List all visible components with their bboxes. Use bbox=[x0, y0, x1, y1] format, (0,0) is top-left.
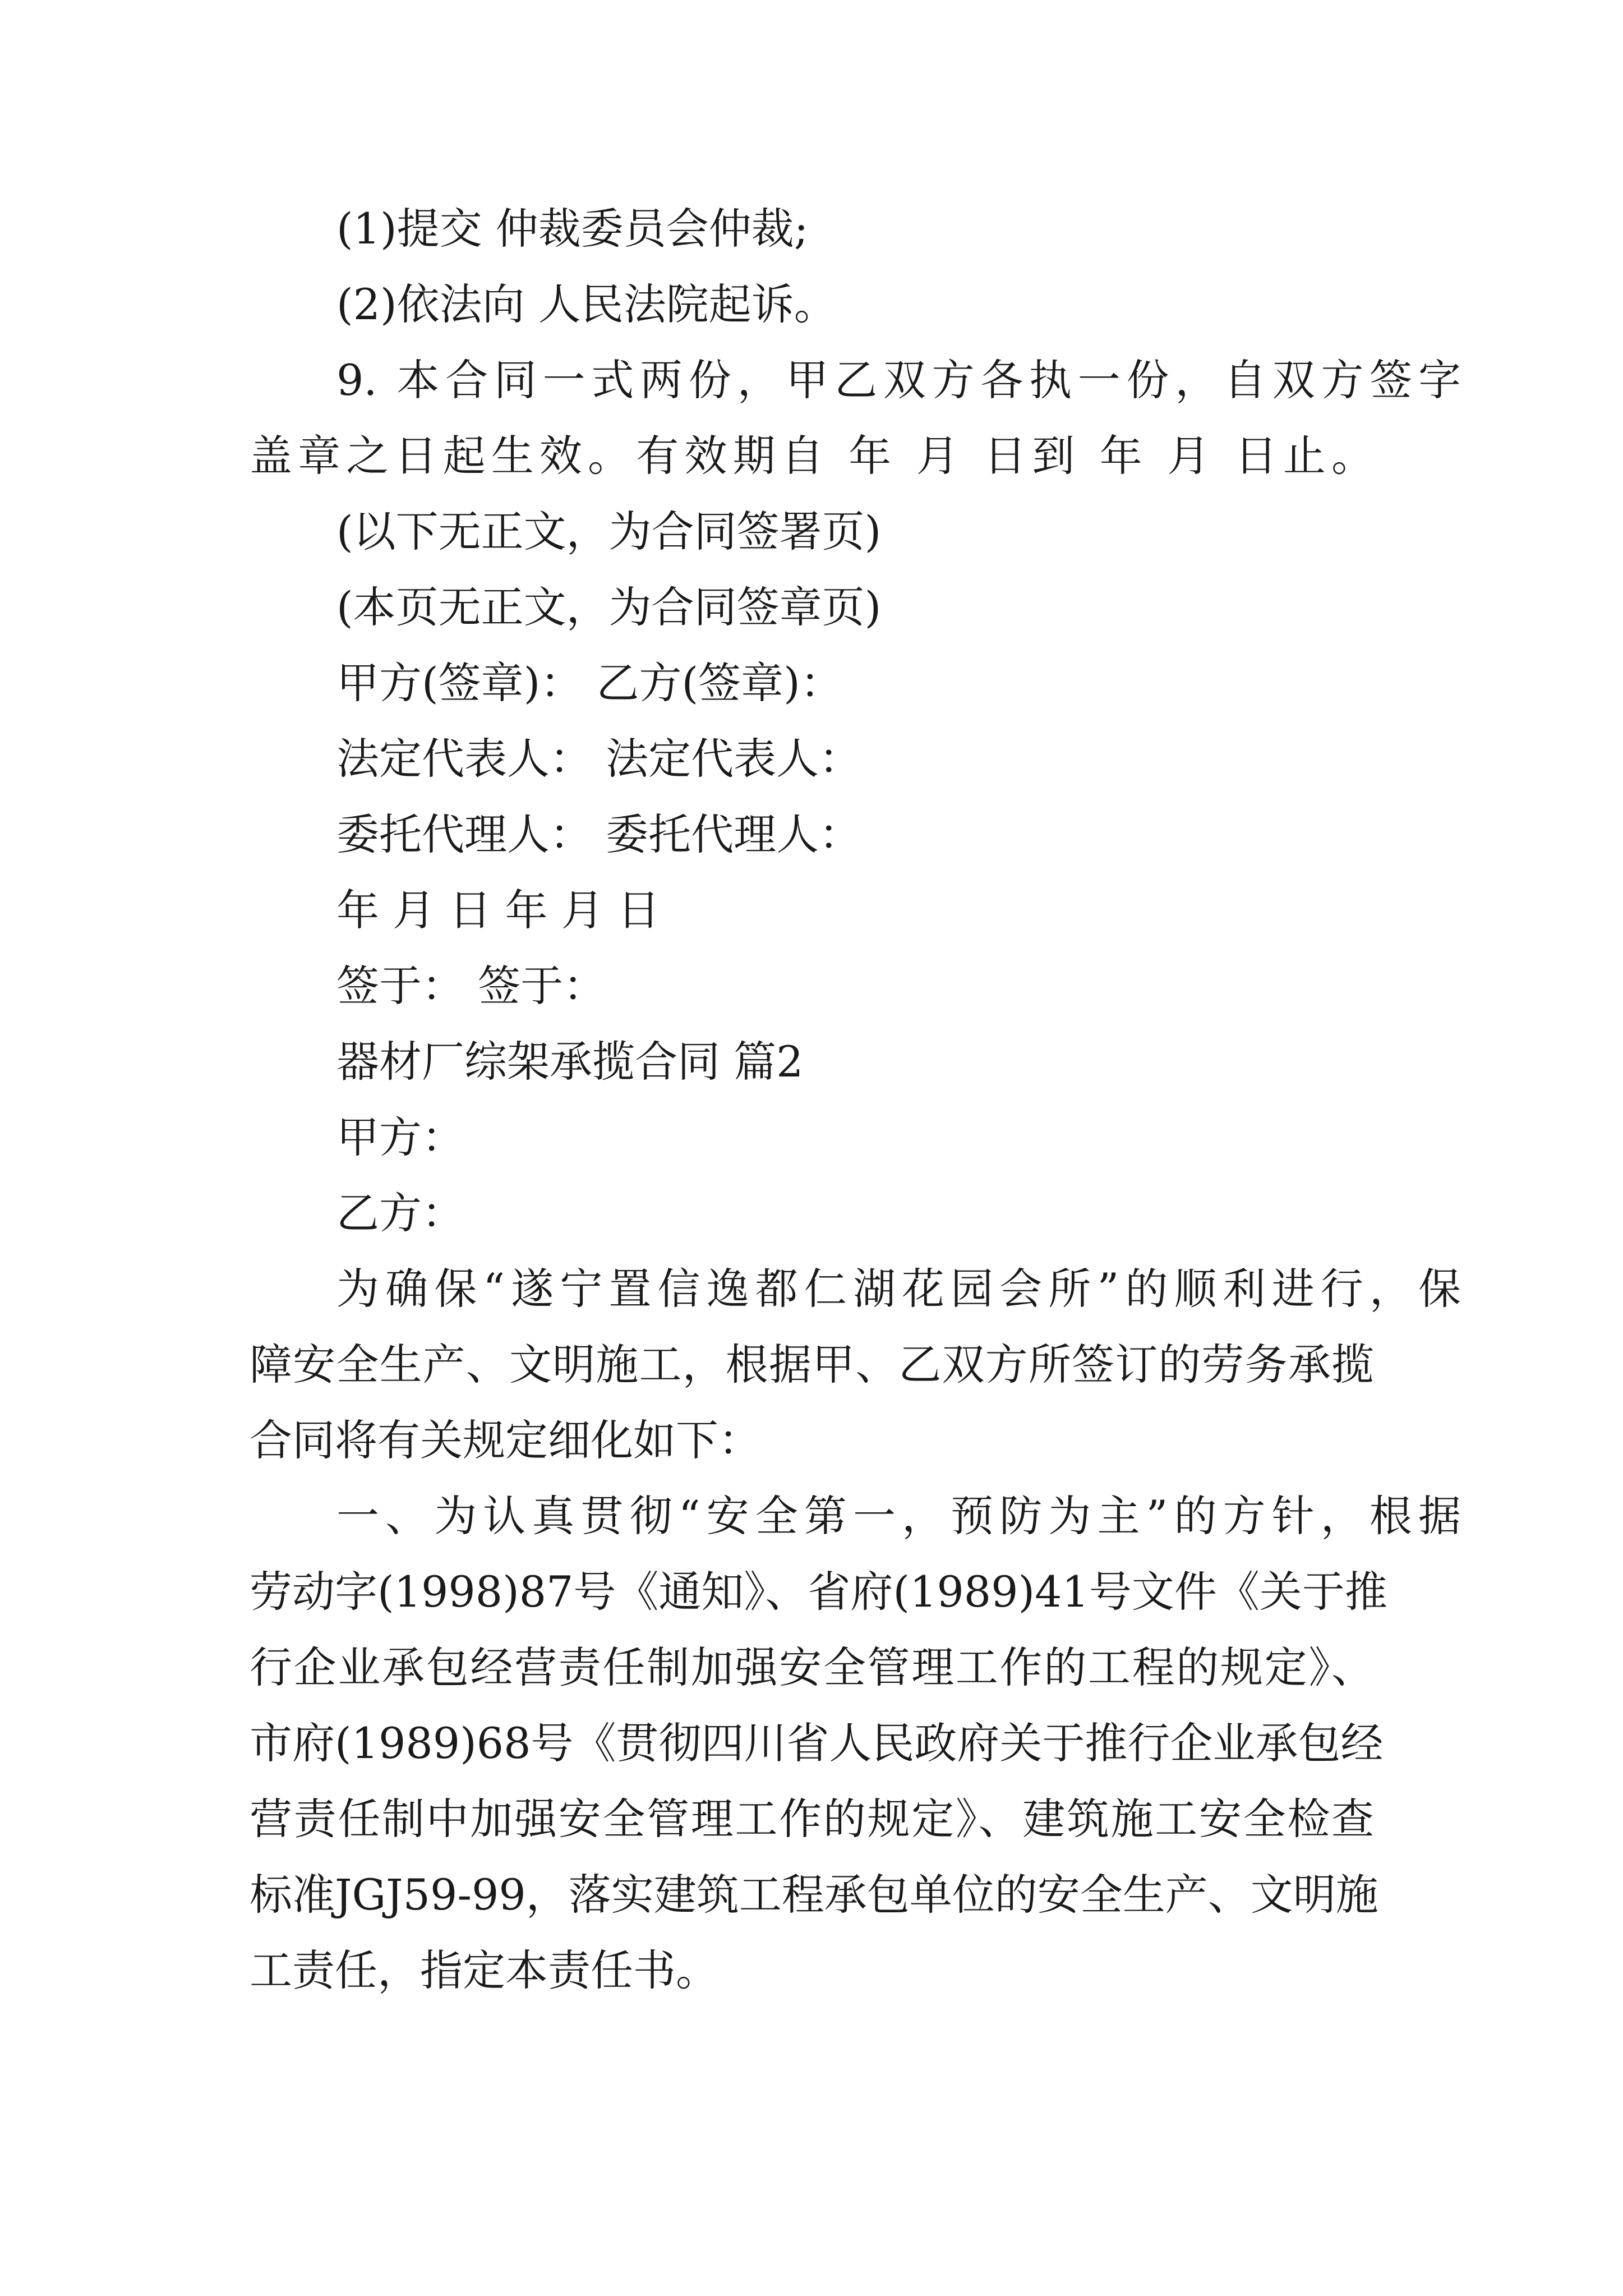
paragraph-line: 营责任制中加强安全管理工作的规定》、建筑施工安全检查 bbox=[250, 1794, 1374, 1844]
paragraph-line: 合同将有关规定细化如下： bbox=[250, 1415, 761, 1465]
paragraph-line: 工责任，指定本责任书。 bbox=[250, 1945, 718, 1995]
paragraph-line: 乙方： bbox=[336, 1188, 464, 1238]
paragraph-line: (本页无正文，为合同签章页) bbox=[336, 582, 882, 632]
paragraph-line: 签于： 签于： bbox=[336, 961, 606, 1011]
paragraph-line: 标准JGJ59-99，落实建筑工程承包单位的安全生产、文明施 bbox=[250, 1870, 1378, 1920]
paragraph-line: (1)提交 仲裁委员会仲裁; bbox=[336, 204, 809, 254]
paragraph-line: 为确保“遂宁置信逸都仁湖花园会所”的顺利进行，保 bbox=[336, 1264, 1461, 1314]
paragraph-line: 甲方(签章)： 乙方(签章)： bbox=[336, 658, 843, 708]
paragraph-line: 劳动字(1998)87号《通知》、省府(1989)41号文件《关于推 bbox=[250, 1567, 1387, 1617]
paragraph-line: 年 月 日 年 月 日 bbox=[336, 885, 660, 935]
paragraph-line: 盖章之日起生效。有效期自 年 月 日到 年 月 日止。 bbox=[250, 431, 1374, 481]
paragraph-line: (2)依法向 人民法院起诉。 bbox=[336, 279, 837, 329]
section-heading: 器材厂综架承揽合同 篇2 bbox=[336, 1037, 804, 1087]
paragraph-line: (以下无正文，为合同签署页) bbox=[336, 507, 882, 556]
paragraph-line: 委托代理人： 委托代理人： bbox=[336, 809, 862, 859]
paragraph-line: 行企业承包经营责任制加强安全管理工作的工程的规定》、 bbox=[250, 1642, 1374, 1692]
paragraph-line: 一、为认真贯彻“安全第一，预防为主”的方针，根据 bbox=[336, 1491, 1461, 1541]
paragraph-line: 法定代表人： 法定代表人： bbox=[336, 734, 862, 784]
paragraph-line: 甲方： bbox=[336, 1112, 464, 1162]
paragraph-line: 市府(1989)68号《贯彻四川省人民政府关于推行企业承包经 bbox=[250, 1718, 1384, 1768]
paragraph-line: 障安全生产、文明施工，根据甲、乙双方所签订的劳务承揽 bbox=[250, 1340, 1374, 1389]
paragraph-line: 9. 本合同一式两份，甲乙双方各执一份，自双方签字 bbox=[336, 355, 1461, 405]
